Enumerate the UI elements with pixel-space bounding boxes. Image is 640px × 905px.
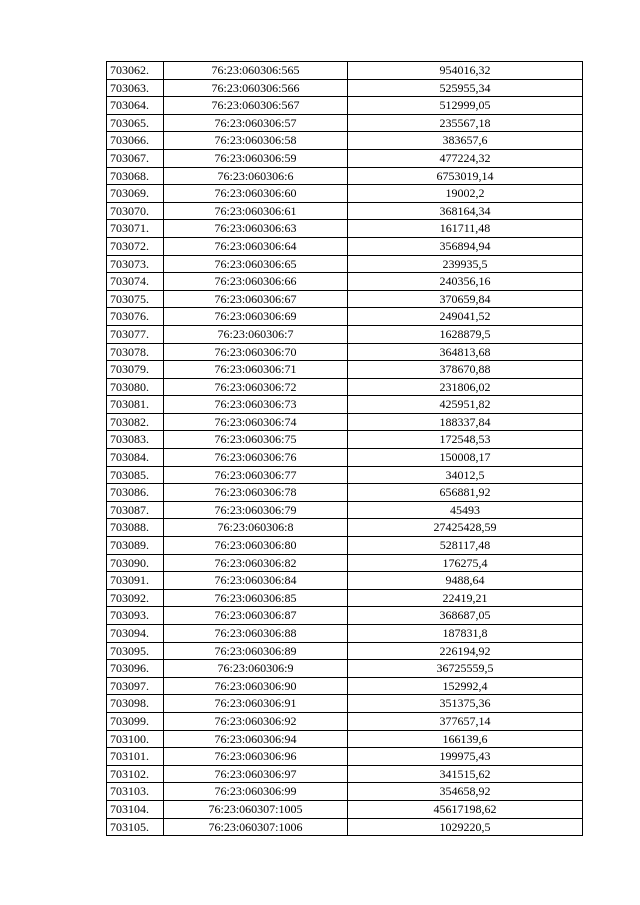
cadastral-value-table [106,61,583,836]
row-number-cell: 703063. [107,79,164,97]
table-row [107,572,583,590]
cadastral-number-cell: 76:23:060306:63 [164,220,348,238]
row-number-cell: 703102. [107,765,164,783]
cadastral-number-cell: 76:23:060306:84 [164,572,348,590]
cadastral-number-cell: 76:23:060306:96 [164,748,348,766]
table-row [107,554,583,572]
cadastral-value-cell: 364813,68 [348,343,583,361]
row-number-cell: 703069. [107,185,164,203]
table-row [107,818,583,836]
cadastral-value-cell: 341515,62 [348,765,583,783]
row-number-cell: 703077. [107,325,164,343]
cadastral-value-cell: 36725559,5 [348,660,583,678]
row-number-cell: 703070. [107,202,164,220]
table-row [107,273,583,291]
cadastral-value-cell: 477224,32 [348,149,583,167]
cadastral-value-cell: 240356,16 [348,273,583,291]
cadastral-number-cell: 76:23:060306:61 [164,202,348,220]
cadastral-number-cell: 76:23:060306:80 [164,537,348,555]
cadastral-value-cell: 199975,43 [348,748,583,766]
cadastral-number-cell: 76:23:060306:566 [164,79,348,97]
table-row [107,466,583,484]
cadastral-value-cell: 161711,48 [348,220,583,238]
table-row [107,413,583,431]
table-row [107,431,583,449]
row-number-cell: 703101. [107,748,164,766]
cadastral-value-cell: 176275,4 [348,554,583,572]
table-row [107,730,583,748]
cadastral-value-cell: 152992,4 [348,677,583,695]
cadastral-value-cell: 351375,36 [348,695,583,713]
row-number-cell: 703091. [107,572,164,590]
cadastral-value-cell: 19002,2 [348,185,583,203]
cadastral-value-cell: 356894,94 [348,237,583,255]
table-row [107,695,583,713]
row-number-cell: 703083. [107,431,164,449]
table-row [107,343,583,361]
cadastral-number-cell: 76:23:060306:57 [164,114,348,132]
table-row [107,449,583,467]
row-number-cell: 703071. [107,220,164,238]
table-row [107,308,583,326]
table-row [107,800,583,818]
cadastral-number-cell: 76:23:060306:59 [164,149,348,167]
cadastral-number-cell: 76:23:060306:89 [164,642,348,660]
table-row [107,167,583,185]
cadastral-value-cell: 425951,82 [348,396,583,414]
cadastral-number-cell: 76:23:060306:66 [164,273,348,291]
row-number-cell: 703072. [107,237,164,255]
cadastral-number-cell: 76:23:060306:565 [164,62,348,80]
cadastral-value-cell: 45493 [348,501,583,519]
row-number-cell: 703089. [107,537,164,555]
cadastral-number-cell: 76:23:060306:71 [164,361,348,379]
row-number-cell: 703095. [107,642,164,660]
cadastral-number-cell: 76:23:060306:87 [164,607,348,625]
cadastral-number-cell: 76:23:060306:8 [164,519,348,537]
cadastral-value-cell: 249041,52 [348,308,583,326]
cadastral-number-cell: 76:23:060306:67 [164,290,348,308]
cadastral-value-cell: 383657,6 [348,132,583,150]
cadastral-number-cell: 76:23:060306:74 [164,413,348,431]
table-row [107,132,583,150]
table-row [107,783,583,801]
row-number-cell: 703075. [107,290,164,308]
cadastral-number-cell: 76:23:060306:91 [164,695,348,713]
cadastral-number-cell: 76:23:060306:97 [164,765,348,783]
cadastral-number-cell: 76:23:060306:90 [164,677,348,695]
row-number-cell: 703085. [107,466,164,484]
row-number-cell: 703097. [107,677,164,695]
cadastral-value-cell: 231806,02 [348,378,583,396]
row-number-cell: 703067. [107,149,164,167]
table-row [107,642,583,660]
row-number-cell: 703078. [107,343,164,361]
cadastral-value-cell: 6753019,14 [348,167,583,185]
table-row [107,537,583,555]
row-number-cell: 703094. [107,625,164,643]
table-row [107,185,583,203]
row-number-cell: 703099. [107,712,164,730]
cadastral-number-cell: 76:23:060306:6 [164,167,348,185]
row-number-cell: 703064. [107,97,164,115]
cadastral-value-cell: 525955,34 [348,79,583,97]
cadastral-value-cell: 512999,05 [348,97,583,115]
row-number-cell: 703082. [107,413,164,431]
cadastral-number-cell: 76:23:060306:64 [164,237,348,255]
row-number-cell: 703081. [107,396,164,414]
table-row [107,660,583,678]
table-row [107,484,583,502]
cadastral-number-cell: 76:23:060307:1006 [164,818,348,836]
cadastral-value-cell: 354658,92 [348,783,583,801]
cadastral-value-cell: 954016,32 [348,62,583,80]
table-row [107,79,583,97]
cadastral-value-cell: 368687,05 [348,607,583,625]
table-row [107,607,583,625]
table-row [107,325,583,343]
row-number-cell: 703086. [107,484,164,502]
cadastral-number-cell: 76:23:060306:73 [164,396,348,414]
row-number-cell: 703084. [107,449,164,467]
row-number-cell: 703073. [107,255,164,273]
cadastral-value-cell: 239935,5 [348,255,583,273]
table-row [107,220,583,238]
row-number-cell: 703105. [107,818,164,836]
table-row [107,748,583,766]
row-number-cell: 703103. [107,783,164,801]
cadastral-number-cell: 76:23:060306:58 [164,132,348,150]
cadastral-value-cell: 166139,6 [348,730,583,748]
row-number-cell: 703093. [107,607,164,625]
cadastral-value-cell: 34012,5 [348,466,583,484]
cadastral-value-cell: 150008,17 [348,449,583,467]
table-row [107,290,583,308]
cadastral-number-cell: 76:23:060306:94 [164,730,348,748]
cadastral-number-cell: 76:23:060306:82 [164,554,348,572]
table-row [107,361,583,379]
cadastral-value-cell: 226194,92 [348,642,583,660]
table-row [107,378,583,396]
row-number-cell: 703066. [107,132,164,150]
table-row [107,114,583,132]
row-number-cell: 703062. [107,62,164,80]
cadastral-number-cell: 76:23:060306:99 [164,783,348,801]
row-number-cell: 703079. [107,361,164,379]
row-number-cell: 703074. [107,273,164,291]
cadastral-number-cell: 76:23:060306:69 [164,308,348,326]
cadastral-value-cell: 187831,8 [348,625,583,643]
row-number-cell: 703088. [107,519,164,537]
table-row [107,97,583,115]
table-row [107,589,583,607]
cadastral-number-cell: 76:23:060306:77 [164,466,348,484]
row-number-cell: 703087. [107,501,164,519]
cadastral-number-cell: 76:23:060306:72 [164,378,348,396]
cadastral-value-cell: 235567,18 [348,114,583,132]
cadastral-value-cell: 1628879,5 [348,325,583,343]
table-row [107,149,583,167]
row-number-cell: 703104. [107,800,164,818]
row-number-cell: 703096. [107,660,164,678]
cadastral-value-cell: 172548,53 [348,431,583,449]
cadastral-value-cell: 368164,34 [348,202,583,220]
cadastral-value-cell: 1029220,5 [348,818,583,836]
table-row [107,625,583,643]
cadastral-number-cell: 76:23:060306:7 [164,325,348,343]
table-row [107,677,583,695]
cadastral-value-cell: 377657,14 [348,712,583,730]
cadastral-value-cell: 656881,92 [348,484,583,502]
cadastral-number-cell: 76:23:060306:65 [164,255,348,273]
cadastral-number-cell: 76:23:060306:78 [164,484,348,502]
cadastral-number-cell: 76:23:060306:567 [164,97,348,115]
cadastral-value-cell: 9488,64 [348,572,583,590]
cadastral-number-cell: 76:23:060306:70 [164,343,348,361]
cadastral-number-cell: 76:23:060306:88 [164,625,348,643]
cadastral-value-cell: 22419,21 [348,589,583,607]
table-row [107,501,583,519]
cadastral-value-cell: 528117,48 [348,537,583,555]
cadastral-value-cell: 370659,84 [348,290,583,308]
row-number-cell: 703092. [107,589,164,607]
row-number-cell: 703090. [107,554,164,572]
row-number-cell: 703080. [107,378,164,396]
row-number-cell: 703065. [107,114,164,132]
cadastral-number-cell: 76:23:060306:9 [164,660,348,678]
table-row [107,62,583,80]
table-row [107,237,583,255]
table-row [107,765,583,783]
table-row [107,396,583,414]
cadastral-value-cell: 378670,88 [348,361,583,379]
cadastral-number-cell: 76:23:060306:60 [164,185,348,203]
cadastral-number-cell: 76:23:060306:85 [164,589,348,607]
cadastral-number-cell: 76:23:060306:76 [164,449,348,467]
table-body [107,62,583,836]
table-row [107,255,583,273]
table-row [107,202,583,220]
cadastral-value-cell: 188337,84 [348,413,583,431]
row-number-cell: 703100. [107,730,164,748]
cadastral-number-cell: 76:23:060306:75 [164,431,348,449]
table-row [107,519,583,537]
cadastral-value-cell: 45617198,62 [348,800,583,818]
row-number-cell: 703098. [107,695,164,713]
row-number-cell: 703076. [107,308,164,326]
row-number-cell: 703068. [107,167,164,185]
cadastral-value-cell: 27425428,59 [348,519,583,537]
cadastral-number-cell: 76:23:060307:1005 [164,800,348,818]
cadastral-number-cell: 76:23:060306:92 [164,712,348,730]
table-row [107,712,583,730]
cadastral-number-cell: 76:23:060306:79 [164,501,348,519]
